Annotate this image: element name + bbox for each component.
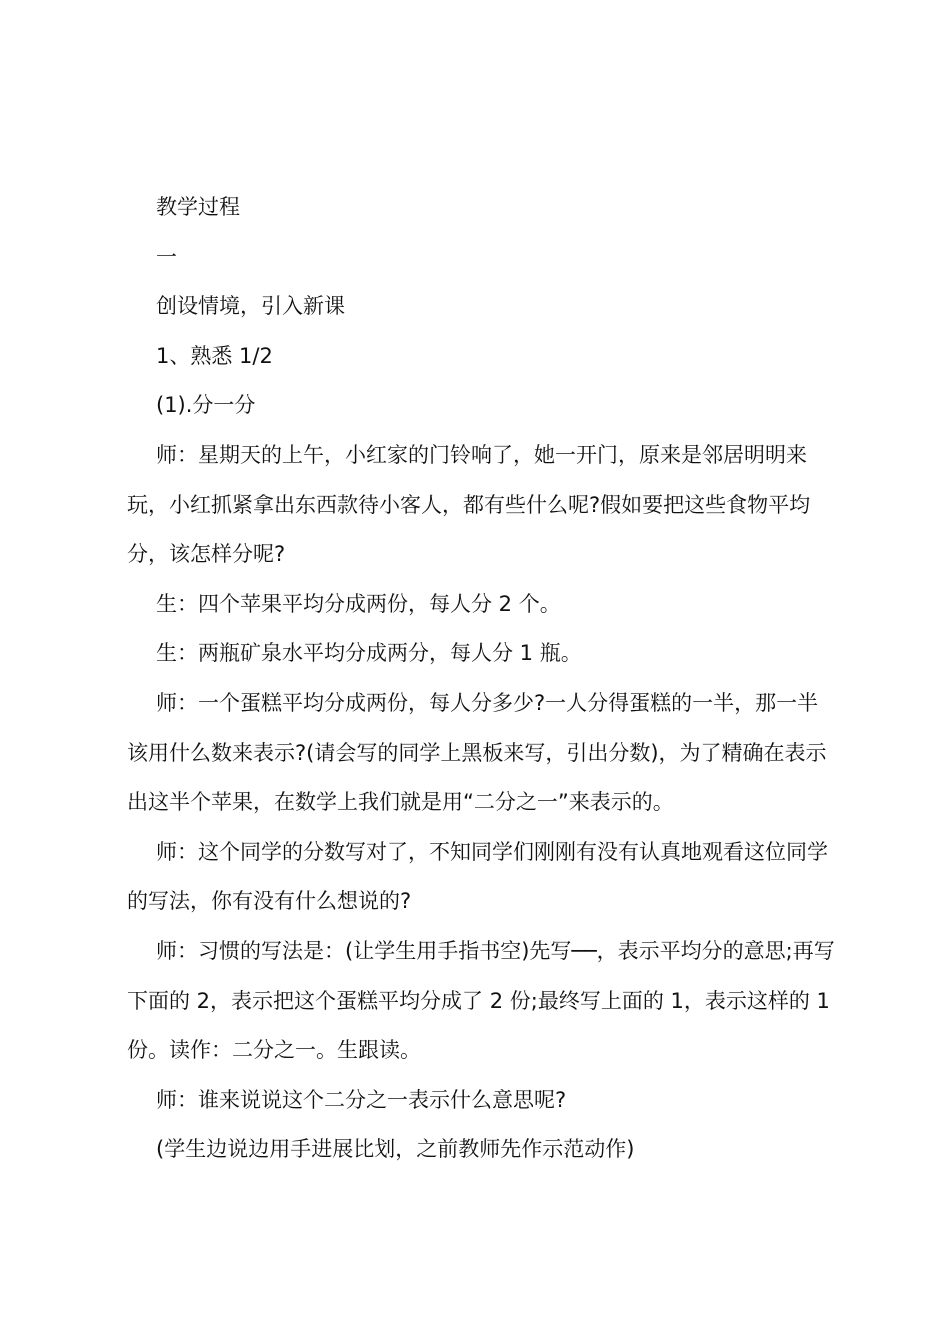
- section-title: 教学过程: [156, 195, 240, 219]
- paragraph: 师：谁来说说这个二分之一表示什么意思呢?: [156, 1087, 567, 1112]
- paragraph: 生：四个苹果平均分成两份，每人分 2 个。: [156, 591, 561, 616]
- paragraph: 师：这个同学的分数写对了，不知同学们刚刚有没有认真地观看这位同学的写法，你有没有什么想说的?: [127, 839, 828, 914]
- paragraph: (学生边说边用手进展比划，之前教师先作示范动作): [156, 1137, 635, 1162]
- subsection-item: (1).分一分: [156, 393, 256, 418]
- document-body: [127, 183, 837, 1175]
- section-number: 一: [156, 244, 177, 269]
- paragraph: 师：星期天的上午，小红家的门铃响了，她一开门，原来是邻居明明来玩，小红抓紧拿出东西款待小客人，都有些什么呢?假如要把这些食物平均分，该怎样分呢?: [127, 442, 811, 567]
- subsection-heading: 1、熟悉 1/2: [156, 343, 273, 368]
- paragraph: 师：一个蛋糕平均分成两份，每人分多少?一人分得蛋糕的一半，那一半该用什么数来表示?(请会写的同学上黑板来写，引出分数)，为了精确在表示出这半个苹果，在数学上我们就是用“二分之一”来表示的。: [127, 690, 827, 815]
- section-heading: 创设情境，引入新课: [156, 294, 345, 319]
- paragraph: 生：两瓶矿泉水平均分成两分，每人分 1 瓶。: [156, 641, 582, 666]
- paragraph: 师：习惯的写法是：(让学生用手指书空)先写──，表示平均分的意思;再写下面的 2，表示把这个蛋糕平均分成了 2 份;最终写上面的 1，表示这样的 1 份。读作：二分之一。生跟读。: [127, 938, 835, 1063]
